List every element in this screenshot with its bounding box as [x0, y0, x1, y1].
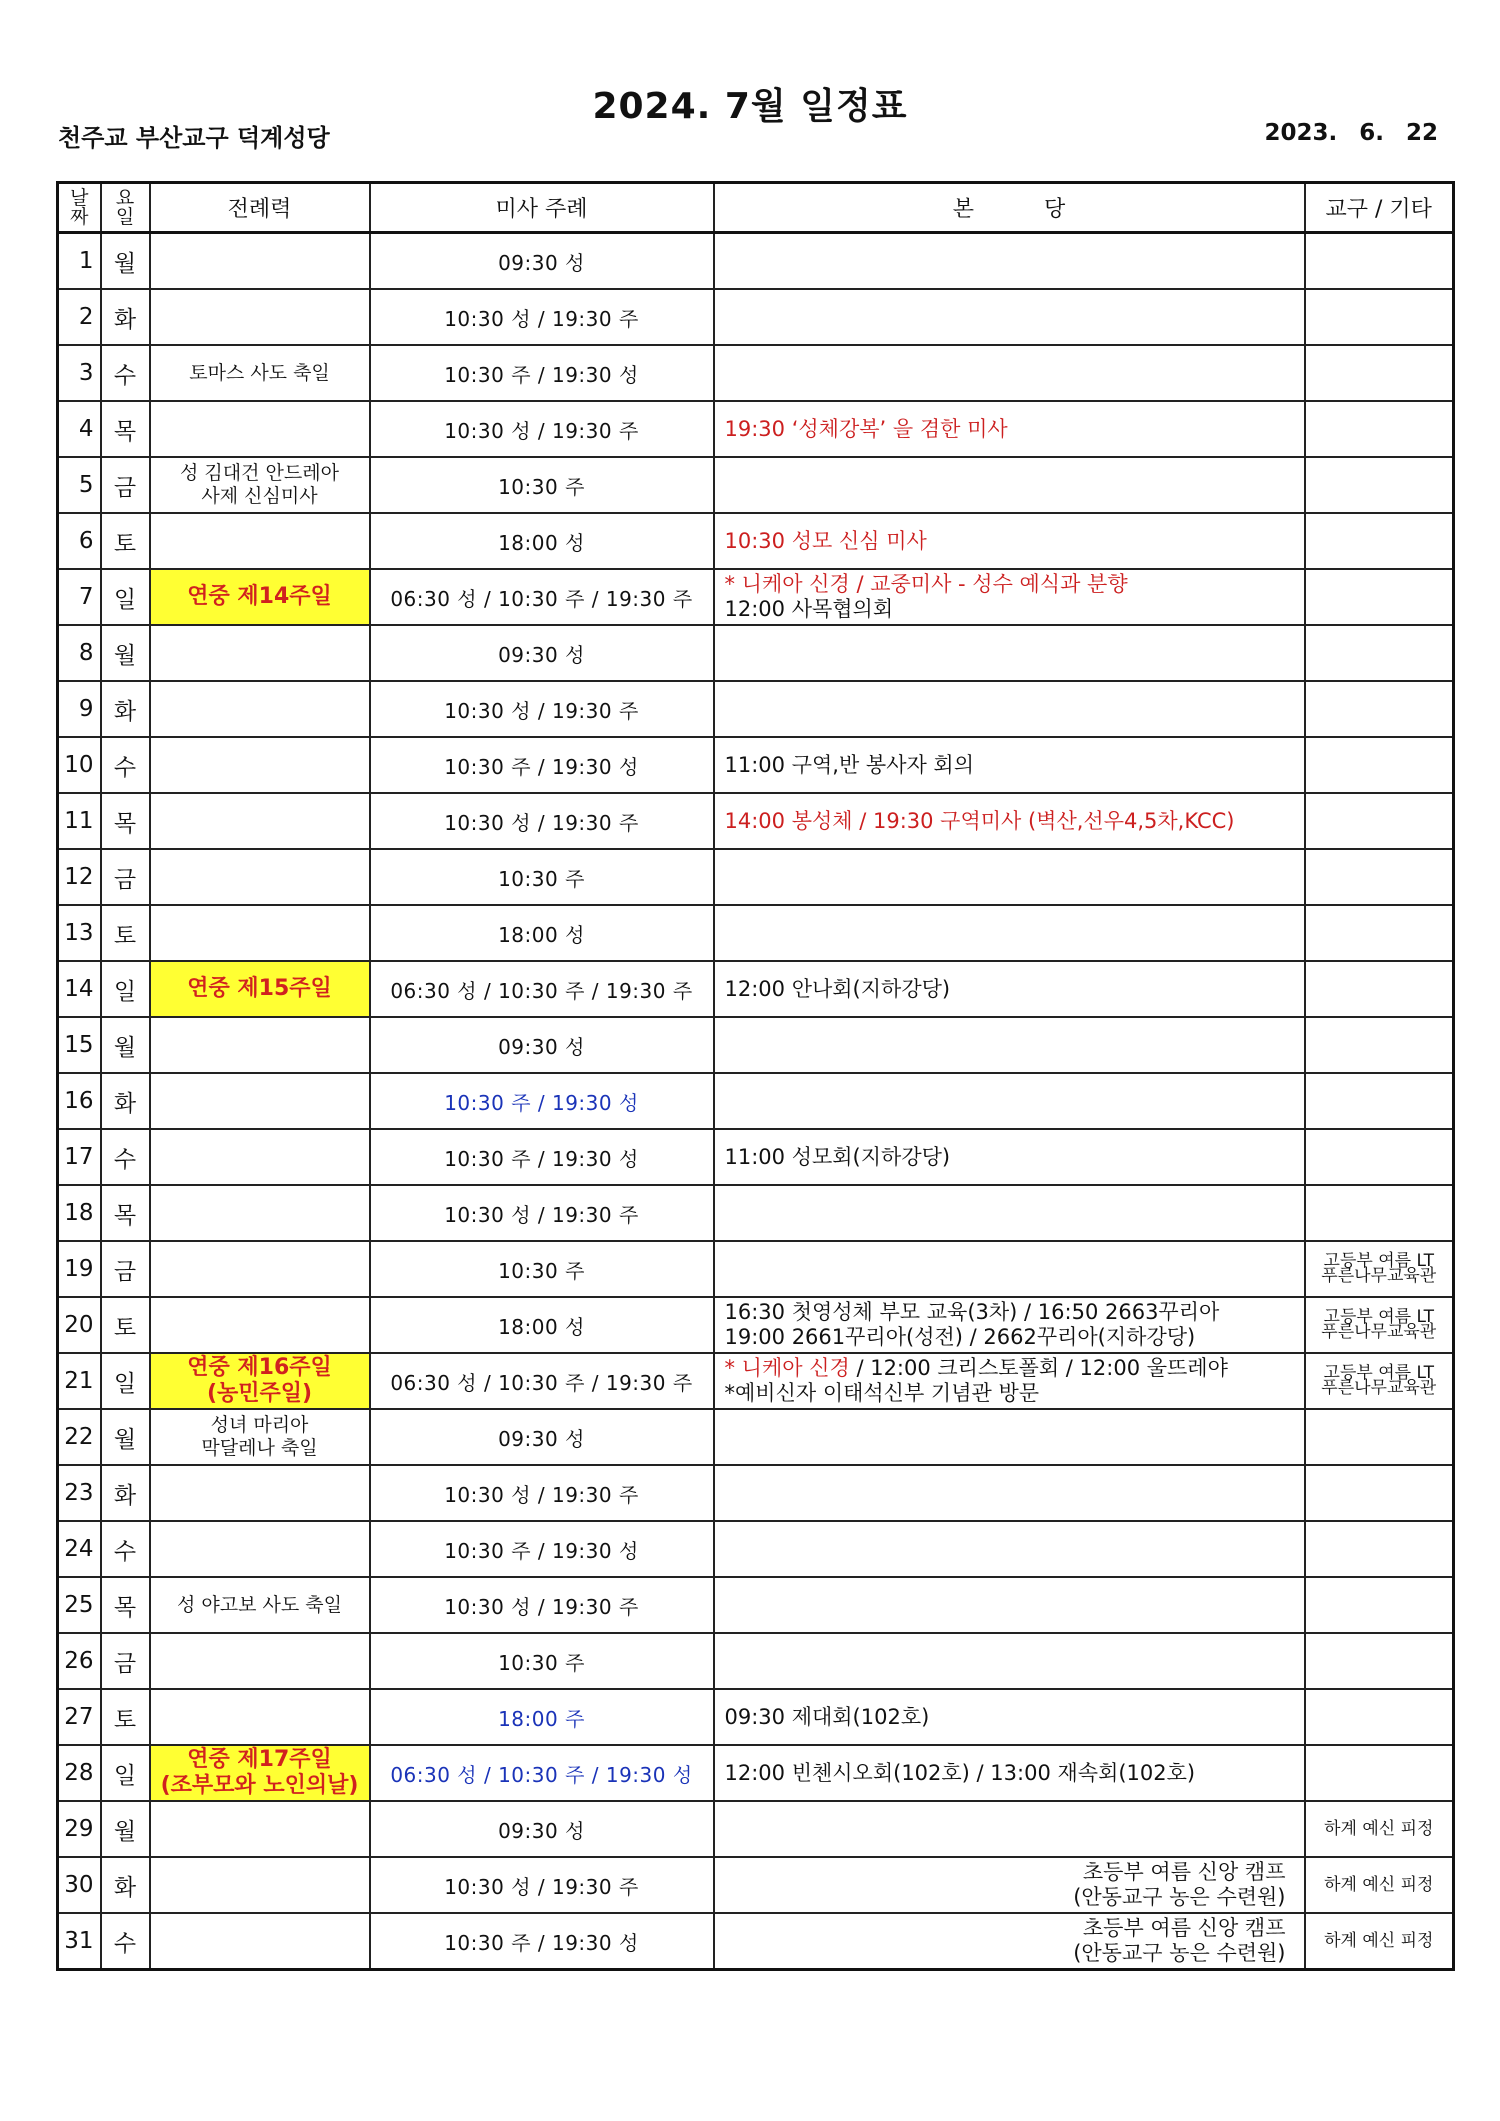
- cell-mass: 10:30 주 / 19:30 성: [370, 1521, 714, 1577]
- table-row: [58, 513, 1454, 569]
- main-line: (안동교구 농은 수련원): [1073, 1941, 1286, 1965]
- cell-etc: [1305, 905, 1454, 961]
- cell-weekday: 토: [101, 905, 150, 961]
- cell-etc: [1305, 737, 1454, 793]
- cell-main: [714, 1689, 1305, 1745]
- cell-liturgy: [150, 1129, 370, 1185]
- cell-main: [714, 625, 1305, 681]
- cell-etc: [1305, 793, 1454, 849]
- cell-main: [714, 1017, 1305, 1073]
- table-row: [58, 849, 1454, 905]
- cell-mass: 10:30 성 / 19:30 주: [370, 793, 714, 849]
- cell-mass: 18:00 성: [370, 905, 714, 961]
- schedule-table: [56, 181, 1455, 1971]
- cell-main: [714, 1521, 1305, 1577]
- table-row: [58, 401, 1454, 457]
- cell-day: 13: [58, 905, 101, 961]
- cell-weekday: 화: [101, 681, 150, 737]
- page-title: 2024. 7월 일정표: [592, 86, 908, 127]
- cell-etc: [1305, 1857, 1454, 1913]
- cell-etc: [1305, 569, 1454, 625]
- cell-weekday: 화: [101, 289, 150, 345]
- cell-weekday: 화: [101, 1073, 150, 1129]
- cell-day: 24: [58, 1521, 101, 1577]
- table-row: [58, 1913, 1454, 1970]
- cell-etc: [1305, 681, 1454, 737]
- cell-day: 20: [58, 1297, 101, 1353]
- cell-mass: 06:30 성 / 10:30 주 / 19:30 주: [370, 1353, 714, 1409]
- cell-weekday: 일: [101, 1353, 150, 1409]
- cell-liturgy: [150, 457, 370, 513]
- cell-main: [714, 1465, 1305, 1521]
- liturgy-line: 연중 제14주일: [187, 584, 332, 609]
- cell-liturgy: [150, 1353, 370, 1409]
- organization-name: 천주교 부산교구 덕계성당: [58, 124, 330, 152]
- cell-etc: [1305, 1185, 1454, 1241]
- cell-mass: 10:30 주 / 19:30 성: [370, 737, 714, 793]
- cell-etc: [1305, 513, 1454, 569]
- table-row: [58, 1297, 1454, 1353]
- cell-mass: 10:30 성 / 19:30 주: [370, 401, 714, 457]
- table-row: [58, 793, 1454, 849]
- cell-day: 25: [58, 1577, 101, 1633]
- cell-day: 10: [58, 737, 101, 793]
- cell-main: [714, 457, 1305, 513]
- cell-day: 3: [58, 345, 101, 401]
- cell-mass: 09:30 성: [370, 1409, 714, 1465]
- cell-liturgy: [150, 793, 370, 849]
- cell-liturgy: [150, 1633, 370, 1689]
- table-row: [58, 1353, 1454, 1409]
- cell-etc: [1305, 849, 1454, 905]
- cell-day: 26: [58, 1633, 101, 1689]
- cell-main: [714, 513, 1305, 569]
- cell-mass: 09:30 성: [370, 233, 714, 290]
- cell-mass: 06:30 성 / 10:30 주 / 19:30 주: [370, 961, 714, 1017]
- cell-liturgy: [150, 569, 370, 625]
- cell-main: [714, 681, 1305, 737]
- cell-liturgy: [150, 1185, 370, 1241]
- cell-mass: 10:30 성 / 19:30 주: [370, 1857, 714, 1913]
- cell-liturgy: [150, 1297, 370, 1353]
- cell-day: 18: [58, 1185, 101, 1241]
- cell-weekday: 수: [101, 1913, 150, 1970]
- cell-main: [714, 289, 1305, 345]
- table-row: [58, 1857, 1454, 1913]
- cell-etc: [1305, 1409, 1454, 1465]
- cell-liturgy: [150, 1409, 370, 1465]
- table-row: [58, 1017, 1454, 1073]
- table-row: [58, 681, 1454, 737]
- cell-weekday: 목: [101, 1185, 150, 1241]
- cell-weekday: 월: [101, 1801, 150, 1857]
- main-line: 10:30 성모 신심 미사: [724, 528, 927, 553]
- cell-etc: [1305, 1241, 1454, 1297]
- cell-mass: 09:30 성: [370, 1801, 714, 1857]
- cell-weekday: 수: [101, 1521, 150, 1577]
- cell-liturgy: [150, 1017, 370, 1073]
- cell-etc: [1305, 1745, 1454, 1801]
- cell-weekday: 월: [101, 233, 150, 290]
- cell-mass: 18:00 성: [370, 1297, 714, 1353]
- main-line: (안동교구 농은 수련원): [1073, 1885, 1286, 1909]
- cell-main: [714, 961, 1305, 1017]
- table-row: [58, 289, 1454, 345]
- cell-day: 8: [58, 625, 101, 681]
- cell-liturgy: [150, 1857, 370, 1913]
- cell-liturgy: [150, 289, 370, 345]
- cell-main: [714, 1409, 1305, 1465]
- cell-etc: [1305, 625, 1454, 681]
- cell-etc: [1305, 1129, 1454, 1185]
- cell-main: [714, 1913, 1305, 1970]
- etc-text: 고등부 여름 LT 푸른나무교육관: [1321, 1250, 1437, 1286]
- cell-mass: 10:30 주: [370, 457, 714, 513]
- table-row: [58, 1521, 1454, 1577]
- cell-main: [714, 1297, 1305, 1353]
- liturgy-line: (조부모와 노인의날): [160, 1773, 359, 1798]
- cell-main: [714, 905, 1305, 961]
- etc-text: 하계 예신 피정: [1324, 1930, 1434, 1951]
- table-row: [58, 1745, 1454, 1801]
- table-row: [58, 625, 1454, 681]
- cell-weekday: 금: [101, 457, 150, 513]
- cell-mass: 06:30 성 / 10:30 주 / 19:30 주: [370, 569, 714, 625]
- liturgy-line: 연중 제15주일: [187, 976, 332, 1001]
- cell-main: [714, 849, 1305, 905]
- main-line: 12:00 안나회(지하강당): [724, 976, 951, 1001]
- col-header-liturgy: 전례력: [150, 183, 370, 233]
- cell-mass: 10:30 주: [370, 1241, 714, 1297]
- cell-liturgy: [150, 1073, 370, 1129]
- cell-main: [714, 1633, 1305, 1689]
- main-line: 14:00 봉성체 / 19:30 구역미사 (벽산,선우4,5차,KCC): [724, 808, 1235, 833]
- schedule-rows: [58, 233, 1454, 1970]
- cell-mass: 10:30 주: [370, 849, 714, 905]
- cell-liturgy: [150, 1801, 370, 1857]
- table-row: [58, 1633, 1454, 1689]
- cell-main: [714, 1185, 1305, 1241]
- table-row: [58, 233, 1454, 290]
- table-row: [58, 1801, 1454, 1857]
- etc-text: 하계 예신 피정: [1324, 1874, 1434, 1895]
- cell-main: [714, 737, 1305, 793]
- cell-etc: [1305, 401, 1454, 457]
- main-line: 19:00 2661꾸리아(성전) / 2662꾸리아(지하강당): [724, 1325, 1196, 1349]
- cell-day: 31: [58, 1913, 101, 1970]
- cell-etc: [1305, 1353, 1454, 1409]
- table-row: [58, 1185, 1454, 1241]
- cell-weekday: 월: [101, 1409, 150, 1465]
- cell-weekday: 일: [101, 1745, 150, 1801]
- cell-etc: [1305, 1689, 1454, 1745]
- cell-liturgy: [150, 737, 370, 793]
- main-line: 초등부 여름 신앙 캠프: [1082, 1860, 1286, 1884]
- cell-etc: [1305, 345, 1454, 401]
- cell-mass: 18:00 성: [370, 513, 714, 569]
- cell-mass: 10:30 주 / 19:30 성: [370, 1129, 714, 1185]
- liturgy-line: 성 야고보 사도 축일: [177, 1593, 342, 1616]
- cell-liturgy: [150, 233, 370, 290]
- table-row: [58, 1241, 1454, 1297]
- cell-main: [714, 233, 1305, 290]
- etc-text: 고등부 여름 LT 푸른나무교육관: [1321, 1306, 1437, 1342]
- cell-main: [714, 1353, 1305, 1409]
- cell-main: [714, 793, 1305, 849]
- main-line: 09:30 제대회(102호): [724, 1704, 930, 1729]
- cell-day: 11: [58, 793, 101, 849]
- table-header-row: [58, 183, 1454, 233]
- cell-main: [714, 1073, 1305, 1129]
- main-line: 12:00 사목협의회: [724, 597, 894, 621]
- cell-weekday: 일: [101, 569, 150, 625]
- cell-weekday: 토: [101, 1297, 150, 1353]
- cell-main: [714, 1241, 1305, 1297]
- col-header-main: 본 당: [714, 183, 1305, 233]
- cell-weekday: 토: [101, 513, 150, 569]
- main-line: *예비신자 이태석신부 기념관 방문: [724, 1381, 1040, 1405]
- cell-liturgy: [150, 1521, 370, 1577]
- cell-day: 23: [58, 1465, 101, 1521]
- table-row: [58, 345, 1454, 401]
- cell-weekday: 일: [101, 961, 150, 1017]
- main-line: 11:00 구역,반 봉사자 회의: [724, 752, 975, 777]
- cell-weekday: 목: [101, 401, 150, 457]
- cell-day: 28: [58, 1745, 101, 1801]
- cell-liturgy: [150, 1577, 370, 1633]
- cell-etc: [1305, 457, 1454, 513]
- cell-day: 22: [58, 1409, 101, 1465]
- cell-weekday: 금: [101, 1241, 150, 1297]
- cell-weekday: 월: [101, 1017, 150, 1073]
- cell-liturgy: [150, 681, 370, 737]
- cell-etc: [1305, 961, 1454, 1017]
- cell-mass: 10:30 성 / 19:30 주: [370, 1185, 714, 1241]
- cell-day: 5: [58, 457, 101, 513]
- cell-weekday: 화: [101, 1857, 150, 1913]
- main-line: 11:00 성모회(지하강당): [724, 1144, 951, 1169]
- etc-text: 하계 예신 피정: [1324, 1818, 1434, 1839]
- cell-liturgy: [150, 849, 370, 905]
- cell-liturgy: [150, 625, 370, 681]
- cell-mass: 06:30 성 / 10:30 주 / 19:30 성: [370, 1745, 714, 1801]
- cell-weekday: 목: [101, 1577, 150, 1633]
- cell-liturgy: [150, 513, 370, 569]
- cell-liturgy: [150, 401, 370, 457]
- table-row: [58, 1577, 1454, 1633]
- cell-day: 17: [58, 1129, 101, 1185]
- liturgy-line: 막달레나 축일: [201, 1437, 318, 1459]
- cell-etc: [1305, 289, 1454, 345]
- cell-main: [714, 1129, 1305, 1185]
- main-line: * 니케아 신경 / 12:00 크리스토폴회 / 12:00 울뜨레야: [724, 1356, 1228, 1380]
- document-date: 2023. 6. 22: [1264, 120, 1438, 146]
- liturgy-line: 성녀 마리아: [210, 1414, 309, 1436]
- table-row: [58, 1409, 1454, 1465]
- cell-weekday: 금: [101, 849, 150, 905]
- table-row: [58, 905, 1454, 961]
- table-row: [58, 1465, 1454, 1521]
- cell-day: 4: [58, 401, 101, 457]
- cell-mass: 10:30 성 / 19:30 주: [370, 289, 714, 345]
- cell-etc: [1305, 1801, 1454, 1857]
- table-row: [58, 569, 1454, 625]
- cell-liturgy: [150, 1913, 370, 1970]
- cell-etc: [1305, 1577, 1454, 1633]
- cell-day: 12: [58, 849, 101, 905]
- cell-day: 1: [58, 233, 101, 290]
- cell-mass: 18:00 주: [370, 1689, 714, 1745]
- cell-mass: 10:30 주 / 19:30 성: [370, 1913, 714, 1970]
- col-header-mass: 미사 주례: [370, 183, 714, 233]
- cell-day: 9: [58, 681, 101, 737]
- table-row: [58, 961, 1454, 1017]
- cell-mass: 10:30 주: [370, 1633, 714, 1689]
- cell-mass: 09:30 성: [370, 625, 714, 681]
- cell-mass: 10:30 성 / 19:30 주: [370, 1577, 714, 1633]
- cell-etc: [1305, 1521, 1454, 1577]
- cell-mass: 10:30 주 / 19:30 성: [370, 345, 714, 401]
- cell-etc: [1305, 1073, 1454, 1129]
- cell-weekday: 월: [101, 625, 150, 681]
- etc-text: 고등부 여름 LT 푸른나무교육관: [1321, 1362, 1437, 1398]
- cell-etc: [1305, 1017, 1454, 1073]
- cell-etc: [1305, 1297, 1454, 1353]
- cell-mass: 09:30 성: [370, 1017, 714, 1073]
- cell-main: [714, 1745, 1305, 1801]
- cell-liturgy: [150, 961, 370, 1017]
- cell-etc: [1305, 1633, 1454, 1689]
- table-row: [58, 1129, 1454, 1185]
- main-line: 12:00 빈첸시오회(102호) / 13:00 재속회(102호): [724, 1760, 1196, 1785]
- cell-main: [714, 401, 1305, 457]
- main-line: 19:30 ‘성체강복’ 을 겸한 미사: [724, 416, 1008, 441]
- main-line: 초등부 여름 신앙 캠프: [1082, 1916, 1286, 1940]
- cell-liturgy: [150, 905, 370, 961]
- cell-day: 19: [58, 1241, 101, 1297]
- cell-liturgy: [150, 1465, 370, 1521]
- col-header-etc: 교구 / 기타: [1305, 183, 1454, 233]
- cell-mass: 10:30 성 / 19:30 주: [370, 681, 714, 737]
- cell-weekday: 수: [101, 737, 150, 793]
- table-row: [58, 1689, 1454, 1745]
- table-row: [58, 457, 1454, 513]
- cell-day: 29: [58, 1801, 101, 1857]
- cell-day: 14: [58, 961, 101, 1017]
- cell-weekday: 목: [101, 793, 150, 849]
- cell-main: [714, 569, 1305, 625]
- cell-day: 21: [58, 1353, 101, 1409]
- col-header-weekday: 요 일: [101, 183, 150, 233]
- cell-weekday: 토: [101, 1689, 150, 1745]
- cell-day: 27: [58, 1689, 101, 1745]
- main-line: 16:30 첫영성체 부모 교육(3차) / 16:50 2663꾸리아: [724, 1300, 1220, 1324]
- cell-mass: 10:30 성 / 19:30 주: [370, 1465, 714, 1521]
- cell-liturgy: [150, 345, 370, 401]
- liturgy-line: 연중 제16주일: [187, 1355, 332, 1380]
- cell-main: [714, 345, 1305, 401]
- cell-day: 30: [58, 1857, 101, 1913]
- main-line: * 니케아 신경 / 교중미사 - 성수 예식과 분향: [724, 572, 1128, 596]
- liturgy-line: 성 김대건 안드레아: [180, 462, 339, 484]
- liturgy-line: 연중 제17주일: [187, 1747, 332, 1772]
- liturgy-line: 토마스 사도 축일: [189, 361, 330, 384]
- cell-weekday: 수: [101, 1129, 150, 1185]
- cell-main: [714, 1857, 1305, 1913]
- liturgy-line: 사제 신심미사: [201, 485, 318, 507]
- cell-main: [714, 1801, 1305, 1857]
- cell-day: 6: [58, 513, 101, 569]
- cell-liturgy: [150, 1241, 370, 1297]
- cell-mass: 10:30 주 / 19:30 성: [370, 1073, 714, 1129]
- cell-weekday: 화: [101, 1465, 150, 1521]
- cell-liturgy: [150, 1689, 370, 1745]
- cell-weekday: 수: [101, 345, 150, 401]
- cell-main: [714, 1577, 1305, 1633]
- table-row: [58, 1073, 1454, 1129]
- liturgy-line: (농민주일): [206, 1381, 313, 1406]
- cell-liturgy: [150, 1745, 370, 1801]
- cell-weekday: 금: [101, 1633, 150, 1689]
- cell-day: 15: [58, 1017, 101, 1073]
- col-header-day: 날 짜: [58, 183, 101, 233]
- cell-day: 16: [58, 1073, 101, 1129]
- cell-day: 7: [58, 569, 101, 625]
- cell-day: 2: [58, 289, 101, 345]
- cell-etc: [1305, 233, 1454, 290]
- table-row: [58, 737, 1454, 793]
- cell-etc: [1305, 1913, 1454, 1970]
- cell-etc: [1305, 1465, 1454, 1521]
